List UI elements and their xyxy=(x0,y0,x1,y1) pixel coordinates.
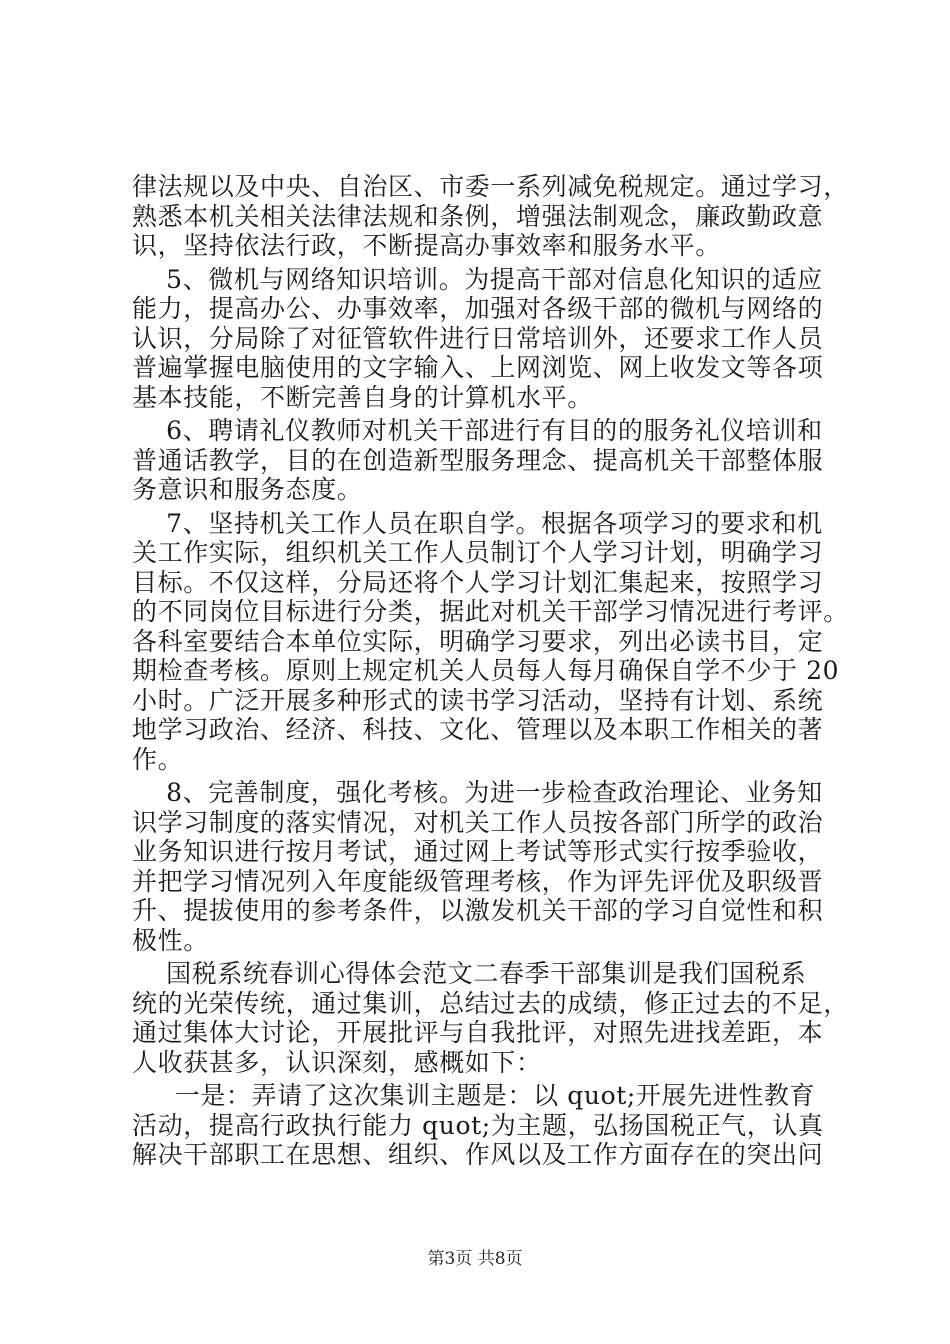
paragraph xyxy=(132,416,832,505)
paragraph xyxy=(132,265,832,413)
paragraph xyxy=(132,1081,832,1170)
text-line: 通过集体大讨论，开展批评与自我批评，对照先进找差距，本 xyxy=(132,1018,824,1047)
text-line: 基本技能，不断完善自身的计算机水平。 xyxy=(132,382,593,412)
text-line: 认识，分局除了对征管软件进行日常培训外，还要求工作人员 xyxy=(132,323,824,353)
text-line: 目标。不仅这样，分局还将个人学习计划汇集起来，按照学习 xyxy=(132,567,824,597)
text-line: 国税系统春训心得体会范文二春季干部集训是我们国税系 xyxy=(132,959,807,988)
text-line: 务意识和服务态度。 xyxy=(132,475,363,504)
text-line: 熟悉本机关相关法律法规和条例，增强法制观念，廉政勤政意 xyxy=(132,201,824,231)
paragraph xyxy=(132,778,832,955)
text-line: 活动，提高行政执行能力 quot;为主题，弘扬国税正气，认真 xyxy=(132,1110,824,1140)
text-line: 地学习政治、经济、科技、文化、管理以及本职工作相关的著 xyxy=(132,715,824,744)
text-line: 普通话教学，目的在创造新型服务理念、提高机关干部整体服 xyxy=(132,445,824,475)
text-line: 律法规以及中央、自治区、市委一系列减免税规定。通过学习， xyxy=(132,172,849,201)
text-line: 识，坚持依法行政，不断提高办事效率和服务水平。 xyxy=(132,231,721,260)
text-line: 解决干部职工在思想、组织、作风以及工作方面存在的突出问 xyxy=(132,1140,824,1169)
text-line: 小时。广泛开展多种形式的读书学习活动，坚持有计划、系统 xyxy=(132,685,824,715)
text-line: 升、提拔使用的参考条件，以激发机关干部的学习自觉性和积 xyxy=(132,896,824,925)
paragraph xyxy=(132,172,849,261)
text-line: 识学习制度的落实情况，对机关工作人员按各部门所学的政治 xyxy=(132,807,824,837)
text-line: 普遍掌握电脑使用的文字输入、上网浏览、网上收发文等各项 xyxy=(132,353,824,382)
text-line: 能力，提高办公、办事效率，加强对各级干部的微机与网络的 xyxy=(132,294,824,323)
paragraph xyxy=(132,959,849,1077)
document-body xyxy=(132,172,849,1174)
text-line: 6、聘请礼仪教师对机关干部进行有目的的服务礼仪培训和 xyxy=(132,416,823,445)
text-line: 统的光荣传统，通过集训，总结过去的成绩，修正过去的不足， xyxy=(132,988,849,1018)
text-line: 业务知识进行按月考试，通过网上考试等形式实行按季验收， xyxy=(132,837,824,866)
text-line: 各科室要结合本单位实际，明确学习要求，列出必读书目，定 xyxy=(132,626,824,656)
paragraph xyxy=(132,508,849,775)
text-line: 的不同岗位目标进行分类，据此对机关干部学习情况进行考评。 xyxy=(132,597,849,626)
text-line: 关工作实际，组织机关工作人员制订个人学习计划，明确学习 xyxy=(132,538,824,567)
page-footer: 第3页 共8页 xyxy=(427,1249,523,1269)
text-line: 期检查考核。原则上规定机关人员每人每月确保自学不少于 20 xyxy=(132,656,840,685)
text-line: 7、坚持机关工作人员在职自学。根据各项学习的要求和机 xyxy=(132,508,823,538)
text-line: 一是：弄请了这次集训主题是：以 quot;开展先进性教育 xyxy=(132,1081,816,1110)
text-line: 并把学习情况列入年度能级管理考核，作为评先评优及职级晋 xyxy=(132,866,824,896)
text-line: 8、完善制度，强化考核。为进一步检查政治理论、业务知 xyxy=(132,778,823,807)
text-line: 极性。 xyxy=(132,925,209,955)
text-line: 5、微机与网络知识培训。为提高干部对信息化知识的适应 xyxy=(132,264,823,294)
text-line: 人收获甚多，认识深刻，感概如下： xyxy=(132,1047,542,1077)
text-line: 作。 xyxy=(132,744,184,774)
paragraph-gap xyxy=(132,1170,832,1174)
